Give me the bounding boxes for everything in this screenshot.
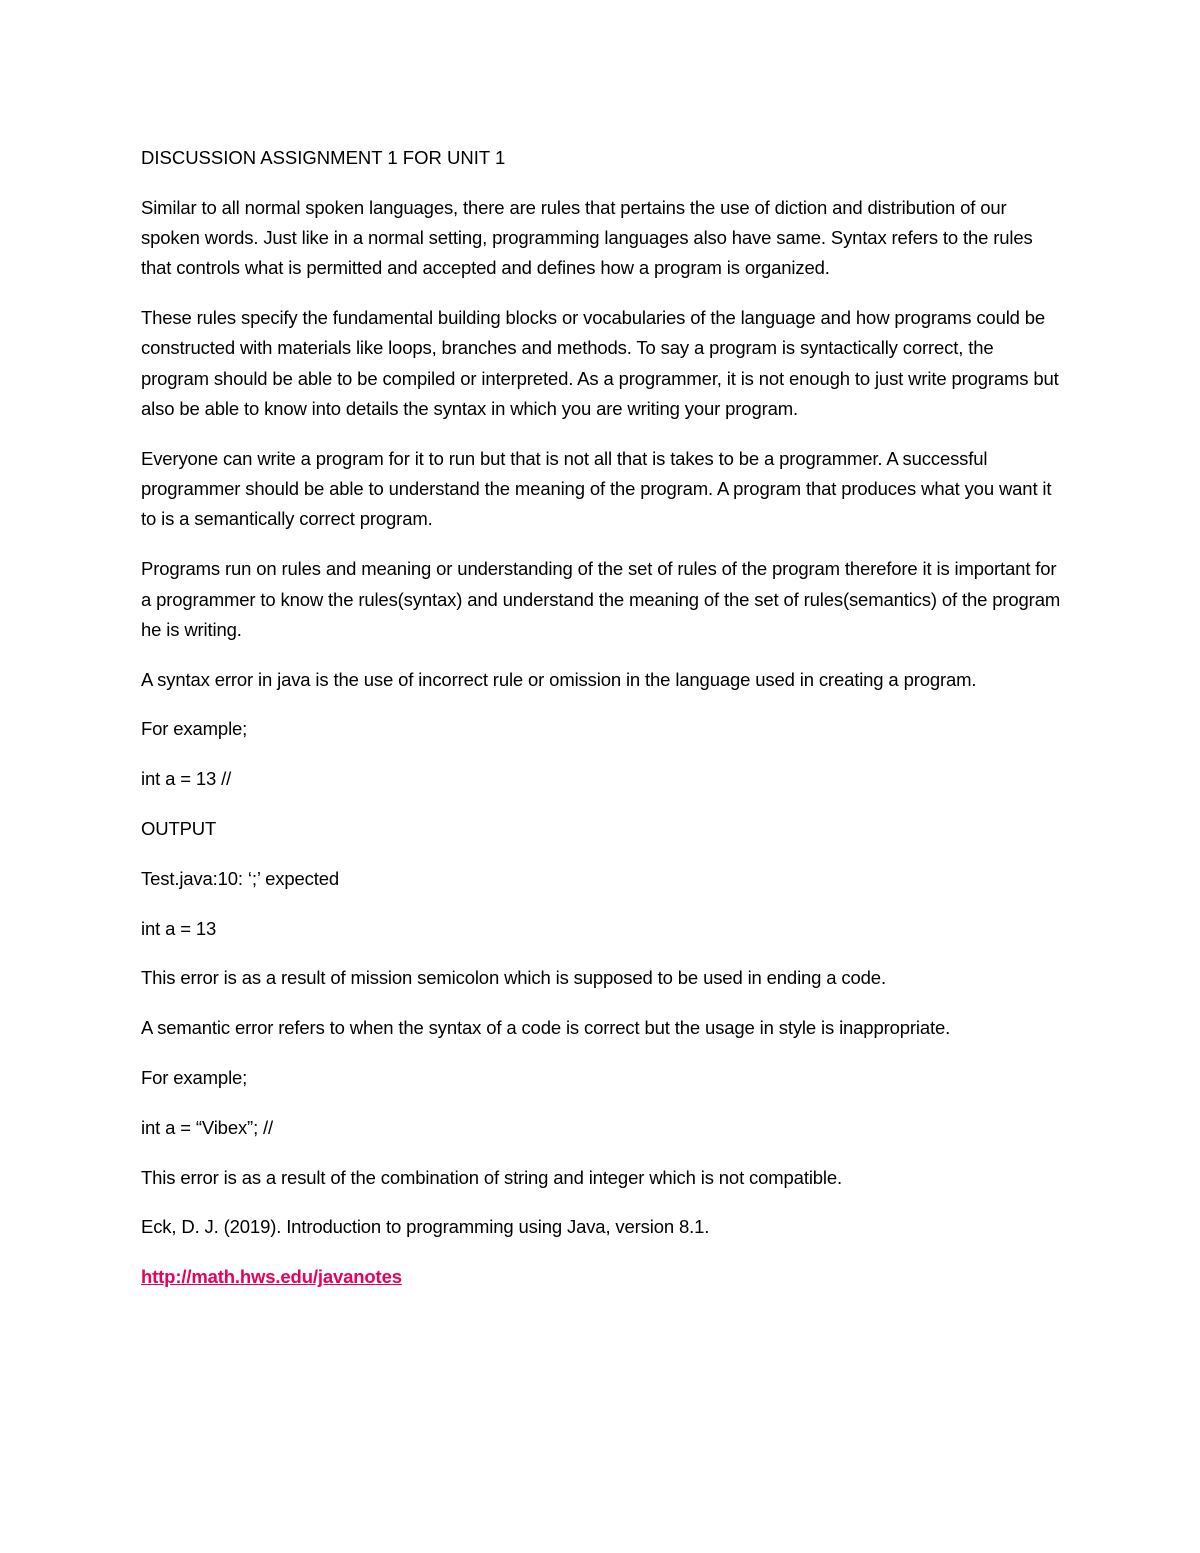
output-error-message: Test.java:10: ‘;’ expected: [141, 867, 340, 889]
paragraph-syntax-error-explanation: This error is as a result of mission semicolon which is supposed to be used in ending a code.: [141, 967, 886, 989]
document-body: [141, 143, 1066, 1312]
paragraph-syntax-error-definition: A syntax error in java is the use of incorrect rule or omission in the language used in creating a program.: [141, 668, 977, 690]
reference-link[interactable]: http://math.hws.edu/javanotes: [141, 1266, 402, 1288]
paragraph-semantic-error-definition: A semantic error refers to when the syntax of a code is correct but the usage in style is inappropriate.: [141, 1017, 951, 1039]
output-code-line: int a = 13: [141, 917, 217, 939]
paragraph-for-example-1: For example;: [141, 718, 248, 740]
reference-link-container: [141, 1262, 1066, 1292]
document-title: DISCUSSION ASSIGNMENT 1 FOR UNIT 1: [141, 147, 506, 168]
reference-citation: Eck, D. J. (2019). Introduction to programming using Java, version 8.1.: [141, 1216, 710, 1238]
code-line-syntax-example: int a = 13 //: [141, 768, 232, 790]
paragraph-for-example-2: For example;: [141, 1067, 248, 1089]
paragraph-semantics-intro: Everyone can write a program for it to run but that is not all that is takes to be a programmer. A successful programmer should be able to understand the meaning of the program. A program that produces what you want it to is a semantically correct program.: [141, 447, 1052, 530]
paragraph-syntax-intro: Similar to all normal spoken languages, there are rules that pertains the use of diction and distribution of our spoken words. Just like in a normal setting, programming languages also have same. Syntax refers to the rules that controls what is permitted and accepted and defines how a program is organized.: [141, 196, 1033, 279]
paragraph-semantic-error-explanation: This error is as a result of the combination of string and integer which is not compatible.: [141, 1166, 843, 1188]
paragraph-rules-and-meaning: Programs run on rules and meaning or understanding of the set of rules of the program therefore it is important for a programmer to know the rules(syntax) and understand the meaning of the set of rules(semantics) of the program he is writing.: [141, 558, 1061, 640]
paragraph-syntax-rules: These rules specify the fundamental building blocks or vocabularies of the language and how programs could be constructed with materials like loops, branches and methods. To say a program is syntactically correct, the program should be able to be compiled or interpreted. As a programmer, it is not enough to just write programs but also be able to know into details the syntax in which you are writing your program.: [141, 307, 1059, 420]
output-label: OUTPUT: [141, 818, 217, 840]
code-line-semantic-example: int a = “Vibex”; //: [141, 1116, 274, 1138]
